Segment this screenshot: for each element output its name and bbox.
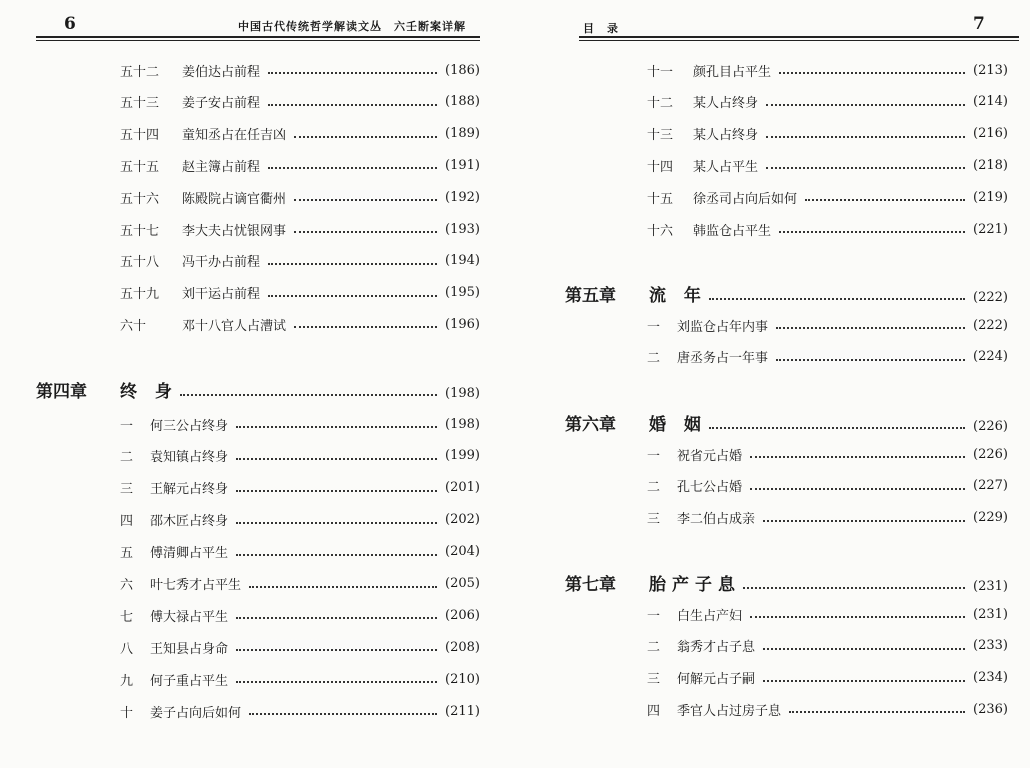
running-header: 中国古代传统哲学解读文丛 六壬断案详解 bbox=[238, 20, 466, 33]
dot-leader bbox=[750, 616, 965, 618]
entry-page: (224) bbox=[973, 349, 1008, 365]
entry-title: 李大夫占忧银网事 bbox=[182, 223, 287, 239]
entry-page: (202) bbox=[445, 512, 480, 528]
entry-title: 邓十八官人占漕试 bbox=[182, 318, 287, 334]
entry-page: (206) bbox=[445, 607, 480, 623]
entry-page: (186) bbox=[445, 62, 480, 78]
entry-page: (219) bbox=[973, 189, 1008, 205]
toc-entry bbox=[120, 699, 480, 723]
toc-entry bbox=[647, 185, 1008, 209]
toc-entry bbox=[647, 153, 1008, 177]
dot-leader bbox=[294, 231, 437, 233]
chapter-page: (231) bbox=[973, 578, 1008, 594]
chapter-title: 婚 姻 bbox=[649, 414, 707, 435]
dot-leader bbox=[763, 680, 965, 682]
entry-number: 三 bbox=[647, 512, 661, 528]
entry-number: 十二 bbox=[647, 96, 674, 112]
entry-number: 四 bbox=[120, 514, 134, 530]
entry-number: 三 bbox=[647, 672, 661, 688]
toc-entry bbox=[120, 508, 480, 532]
entry-number: 一 bbox=[120, 418, 134, 434]
entry-number: 五十八 bbox=[120, 255, 160, 271]
dot-leader bbox=[236, 554, 437, 556]
dot-leader bbox=[743, 587, 965, 589]
page-number: 6 bbox=[64, 14, 76, 34]
toc-entry bbox=[120, 249, 480, 273]
toc-entry bbox=[120, 540, 480, 564]
entry-title: 季官人占过房子息 bbox=[677, 703, 782, 719]
dot-leader bbox=[268, 295, 437, 297]
toc-entry bbox=[120, 412, 480, 436]
dot-leader bbox=[805, 199, 965, 201]
dot-leader bbox=[249, 586, 437, 588]
dot-leader bbox=[779, 72, 965, 74]
entry-number: 十三 bbox=[647, 128, 674, 144]
chapter-number: 第六章 bbox=[565, 414, 616, 435]
chapter-heading bbox=[36, 375, 480, 403]
running-header: 目 录 bbox=[583, 22, 619, 35]
entry-title: 某人占终身 bbox=[693, 96, 759, 112]
right-page bbox=[515, 0, 1030, 768]
entry-page: (236) bbox=[973, 701, 1008, 717]
entry-page: (205) bbox=[445, 576, 480, 591]
toc-entry bbox=[120, 281, 480, 305]
dot-leader bbox=[709, 298, 965, 300]
entry-page: (216) bbox=[973, 126, 1008, 142]
entry-page: (196) bbox=[445, 316, 480, 332]
entry-title: 邵木匠占终身 bbox=[150, 514, 229, 530]
entry-title: 某人占平生 bbox=[693, 159, 759, 175]
dot-leader bbox=[236, 458, 437, 460]
entry-number: 二 bbox=[120, 450, 134, 466]
entry-page: (227) bbox=[973, 478, 1008, 494]
entry-number: 二 bbox=[647, 480, 661, 496]
entry-number: 十五 bbox=[647, 191, 674, 207]
toc-entry bbox=[647, 58, 1008, 82]
entry-title: 翁秀才占子息 bbox=[677, 640, 756, 656]
dot-leader bbox=[236, 490, 437, 492]
entry-title: 唐丞务占一年事 bbox=[677, 351, 769, 367]
entry-title: 傅清卿占平生 bbox=[150, 546, 229, 562]
entry-number: 五十九 bbox=[120, 287, 160, 303]
entry-title: 韩监仓占平生 bbox=[693, 223, 772, 239]
toc-entry bbox=[120, 217, 480, 241]
toc-entry bbox=[120, 635, 480, 659]
dot-leader bbox=[294, 326, 437, 328]
dot-leader bbox=[268, 104, 437, 106]
dot-leader bbox=[268, 263, 437, 265]
entry-title: 徐丞司占向后如何 bbox=[693, 191, 798, 207]
entry-title: 何解元占子嗣 bbox=[677, 672, 756, 688]
toc-entry bbox=[647, 442, 1008, 466]
toc-entry bbox=[120, 312, 480, 336]
entry-number: 十六 bbox=[647, 223, 674, 239]
toc-entry bbox=[120, 90, 480, 114]
entry-page: (221) bbox=[973, 221, 1008, 237]
toc-entry bbox=[647, 666, 1008, 690]
entry-title: 赵主簿占前程 bbox=[182, 159, 261, 175]
entry-title: 某人占终身 bbox=[693, 128, 759, 144]
dot-leader bbox=[776, 327, 965, 329]
entry-page: (234) bbox=[973, 670, 1008, 686]
chapter-title: 胎产子息 bbox=[649, 574, 741, 595]
dot-leader bbox=[750, 488, 965, 490]
chapter-heading bbox=[565, 568, 1008, 596]
entry-title: 叶七秀才占平生 bbox=[150, 578, 242, 593]
dot-leader bbox=[766, 167, 965, 169]
entry-page: (233) bbox=[973, 638, 1008, 654]
entry-title: 袁知镇占终身 bbox=[150, 450, 229, 466]
entry-title: 白生占产妇 bbox=[677, 608, 743, 624]
toc-entry bbox=[120, 603, 480, 627]
entry-number: 十一 bbox=[647, 64, 674, 80]
entry-page: (214) bbox=[973, 94, 1008, 110]
dot-leader bbox=[776, 359, 965, 361]
entry-title: 冯干办占前程 bbox=[182, 255, 261, 271]
entry-number: 三 bbox=[120, 482, 134, 498]
header-rule-thin bbox=[36, 40, 480, 41]
toc-entry bbox=[647, 506, 1008, 530]
entry-title: 姜子占向后如何 bbox=[150, 705, 242, 721]
dot-leader bbox=[294, 136, 437, 138]
dot-leader bbox=[268, 72, 437, 74]
entry-number: 一 bbox=[647, 608, 661, 624]
toc-entry bbox=[647, 90, 1008, 114]
entry-number: 一 bbox=[647, 448, 661, 464]
chapter-heading bbox=[565, 408, 1008, 436]
entry-number: 四 bbox=[647, 703, 661, 719]
header-rule bbox=[579, 36, 1019, 38]
entry-number: 十四 bbox=[647, 159, 674, 175]
entry-page: (192) bbox=[445, 189, 480, 205]
entry-number: 六 bbox=[120, 578, 134, 593]
toc-entry bbox=[647, 313, 1008, 337]
entry-title: 王知县占身命 bbox=[150, 641, 229, 657]
entry-title: 颜孔目占平生 bbox=[693, 64, 772, 80]
entry-title: 李二伯占成亲 bbox=[677, 512, 756, 528]
entry-number: 五十六 bbox=[120, 191, 160, 207]
dot-leader bbox=[763, 520, 965, 522]
entry-number: 五十二 bbox=[120, 64, 160, 80]
entry-page: (198) bbox=[445, 416, 480, 432]
entry-number: 一 bbox=[647, 319, 661, 335]
toc-entry bbox=[647, 122, 1008, 146]
entry-title: 刘干运占前程 bbox=[182, 287, 261, 303]
entry-page: (229) bbox=[973, 510, 1008, 526]
chapter-page: (226) bbox=[973, 418, 1008, 434]
entry-title: 陈殿院占谪官衢州 bbox=[182, 191, 287, 207]
toc-entry bbox=[647, 345, 1008, 369]
chapter-heading bbox=[565, 279, 1008, 307]
chapter-page: (222) bbox=[973, 289, 1008, 305]
entry-number: 二 bbox=[647, 351, 661, 367]
dot-leader bbox=[236, 426, 437, 428]
entry-page: (193) bbox=[445, 221, 480, 237]
entry-number: 七 bbox=[120, 609, 134, 625]
entry-page: (195) bbox=[445, 285, 480, 301]
entry-title: 祝省元占婚 bbox=[677, 448, 743, 464]
entry-page: (222) bbox=[973, 317, 1008, 333]
dot-leader bbox=[236, 522, 437, 524]
dot-leader bbox=[268, 167, 437, 169]
dot-leader bbox=[763, 648, 965, 650]
entry-page: (201) bbox=[445, 480, 480, 496]
dot-leader bbox=[236, 617, 437, 619]
entry-page: (188) bbox=[445, 94, 480, 110]
header-rule bbox=[36, 36, 480, 38]
entry-title: 姜伯达占前程 bbox=[182, 64, 261, 80]
entry-title: 王解元占终身 bbox=[150, 482, 229, 498]
entry-number: 五十四 bbox=[120, 128, 160, 144]
dot-leader bbox=[236, 649, 437, 651]
entry-title: 刘监仓占年内事 bbox=[677, 319, 769, 335]
entry-page: (189) bbox=[445, 126, 480, 142]
header-rule-thin bbox=[579, 40, 1019, 41]
entry-page: (226) bbox=[973, 446, 1008, 462]
entry-page: (213) bbox=[973, 62, 1008, 78]
dot-leader bbox=[789, 711, 965, 713]
entry-number: 五十七 bbox=[120, 223, 160, 239]
chapter-number: 第五章 bbox=[565, 285, 616, 306]
entry-number: 九 bbox=[120, 673, 134, 689]
toc-entry bbox=[647, 697, 1008, 721]
dot-leader bbox=[766, 104, 965, 106]
toc-entry bbox=[120, 153, 480, 177]
entry-page: (199) bbox=[445, 448, 480, 464]
entry-page: (191) bbox=[445, 157, 480, 173]
entry-page: (210) bbox=[445, 671, 480, 687]
page-number: 7 bbox=[973, 14, 985, 34]
dot-leader bbox=[249, 713, 437, 715]
dot-leader bbox=[180, 394, 437, 396]
dot-leader bbox=[779, 231, 965, 233]
entry-title: 童知丞占在任吉凶 bbox=[182, 128, 287, 144]
entry-number: 八 bbox=[120, 641, 134, 657]
entry-page: (204) bbox=[445, 544, 480, 560]
toc-entry bbox=[120, 667, 480, 691]
chapter-title: 终 身 bbox=[120, 381, 178, 402]
chapter-number: 第四章 bbox=[36, 381, 87, 402]
toc-entry bbox=[120, 572, 480, 596]
toc-entry bbox=[647, 474, 1008, 498]
entry-number: 五 bbox=[120, 546, 134, 562]
dot-leader bbox=[709, 427, 965, 429]
entry-number: 十 bbox=[120, 705, 134, 721]
dot-leader bbox=[294, 199, 437, 201]
entry-title: 姜子安占前程 bbox=[182, 96, 261, 112]
toc-entry bbox=[647, 217, 1008, 241]
entry-page: (231) bbox=[973, 606, 1008, 622]
dot-leader bbox=[750, 456, 965, 458]
toc-entry bbox=[120, 444, 480, 468]
chapter-title: 流 年 bbox=[649, 285, 707, 306]
toc-entry bbox=[120, 58, 480, 82]
toc-entry bbox=[120, 185, 480, 209]
entry-page: (211) bbox=[445, 703, 480, 719]
entry-page: (194) bbox=[445, 253, 480, 269]
dot-leader bbox=[236, 681, 437, 683]
entry-number: 五十三 bbox=[120, 96, 160, 112]
entry-page: (208) bbox=[445, 639, 480, 655]
entry-title: 何子重占平生 bbox=[150, 673, 229, 689]
entry-page: (218) bbox=[973, 157, 1008, 173]
toc-entry bbox=[120, 476, 480, 500]
chapter-page: (198) bbox=[445, 385, 480, 401]
toc-entry bbox=[120, 122, 480, 146]
toc-entry bbox=[647, 634, 1008, 658]
entry-number: 二 bbox=[647, 640, 661, 656]
chapter-number: 第七章 bbox=[565, 574, 616, 595]
entry-number: 五十五 bbox=[120, 159, 160, 175]
entry-title: 孔七公占婚 bbox=[677, 480, 743, 496]
toc-entry bbox=[647, 602, 1008, 626]
entry-title: 何三公占终身 bbox=[150, 418, 229, 434]
entry-title: 傅大禄占平生 bbox=[150, 609, 229, 625]
dot-leader bbox=[766, 136, 965, 138]
entry-number: 六十 bbox=[120, 318, 147, 334]
